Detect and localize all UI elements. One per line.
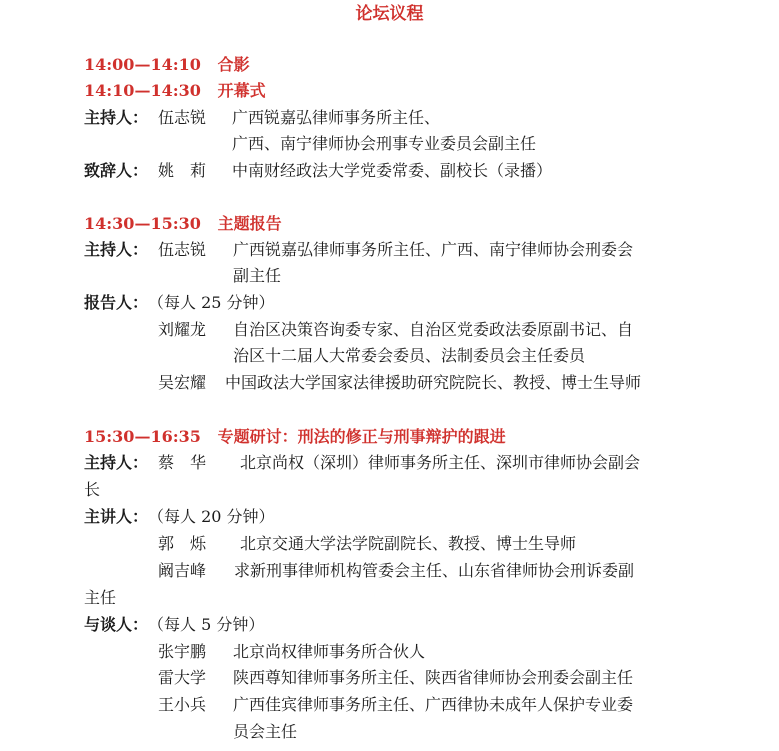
- person-name: 刘耀龙: [158, 320, 207, 339]
- time-range: 14:30—15:30: [84, 214, 201, 233]
- person-name: 雷大学: [158, 668, 207, 687]
- person-name: 伍志锐: [158, 108, 207, 127]
- person-name: 伍志锐: [158, 240, 207, 259]
- person-name: 阚吉峰: [158, 561, 207, 580]
- session-title: 专题研讨：刑法的修正与刑事辩护的跟进: [217, 427, 506, 446]
- person-description: 北京尚权（深圳）律师事务所主任、深圳市律师协会副会: [240, 453, 641, 472]
- person-description: 北京交通大学法学院副院长、教授、博士生导师: [240, 534, 577, 553]
- session-title: 主题报告: [217, 214, 282, 233]
- person-name: 张宇鹏: [158, 642, 207, 661]
- time-note: （每人 25 分钟）: [148, 293, 275, 312]
- role-label-host: 主持人：: [84, 240, 149, 259]
- time-note: （每人 5 分钟）: [148, 615, 265, 634]
- role-label-host: 主持人：: [84, 453, 149, 472]
- time-range: 15:30—16:35: [84, 427, 201, 446]
- time-slot-seminar: [84, 425, 506, 449]
- person-description: 长: [84, 480, 101, 499]
- time-slot-keynote: [84, 212, 282, 236]
- person-description: 求新刑事律师机构管委会主任、山东省律师协会刑诉委副: [234, 561, 635, 580]
- time-range: 14:10—14:30: [84, 81, 201, 100]
- person-name: 郭 烁: [158, 534, 207, 553]
- time-note: （每人 20 分钟）: [148, 507, 275, 526]
- person-name: 蔡 华: [158, 453, 207, 472]
- person-description: 治区十二届人大常委会委员、法制委员会主任委员: [233, 346, 586, 365]
- person-description: 副主任: [233, 266, 282, 285]
- person-description: 员会主任: [233, 722, 298, 741]
- role-label-host: 主持人：: [84, 108, 149, 127]
- person-name: 吴宏耀: [158, 373, 207, 392]
- person-description: 陕西尊知律师事务所主任、陕西省律师协会刑委会副主任: [233, 668, 634, 687]
- person-description: 北京尚权律师事务所合伙人: [233, 642, 426, 661]
- person-description: 中南财经政法大学党委常委、副校长（录播）: [232, 161, 553, 180]
- role-label-panelist: 与谈人：: [84, 615, 149, 634]
- person-description: 主任: [84, 588, 117, 607]
- time-slot-photo: [84, 53, 250, 77]
- role-label-reporter: 报告人：: [84, 293, 149, 312]
- session-title: 开幕式: [217, 81, 266, 100]
- role-label-speech: 致辞人：: [84, 161, 149, 180]
- person-name: 王小兵: [158, 695, 207, 714]
- role-label-lecturer: 主讲人：: [84, 507, 149, 526]
- person-description: 广西锐嘉弘律师事务所主任、: [232, 108, 441, 127]
- person-description: 自治区决策咨询委专家、自治区党委政法委原副书记、自: [233, 320, 634, 339]
- page-title: 论坛议程: [355, 4, 424, 24]
- person-description: 广西锐嘉弘律师事务所主任、广西、南宁律师协会刑委会: [233, 240, 634, 259]
- time-slot-opening: [84, 79, 266, 103]
- person-description: 广西佳宾律师事务所主任、广西律协未成年人保护专业委: [233, 695, 634, 714]
- person-name: 姚 莉: [158, 161, 207, 180]
- session-title: 合影: [217, 55, 250, 74]
- person-description: 中国政法大学国家法律援助研究院院长、教授、博士生导师: [225, 373, 642, 392]
- time-range: 14:00—14:10: [84, 55, 201, 74]
- person-description: 广西、南宁律师协会刑事专业委员会副主任: [232, 134, 537, 153]
